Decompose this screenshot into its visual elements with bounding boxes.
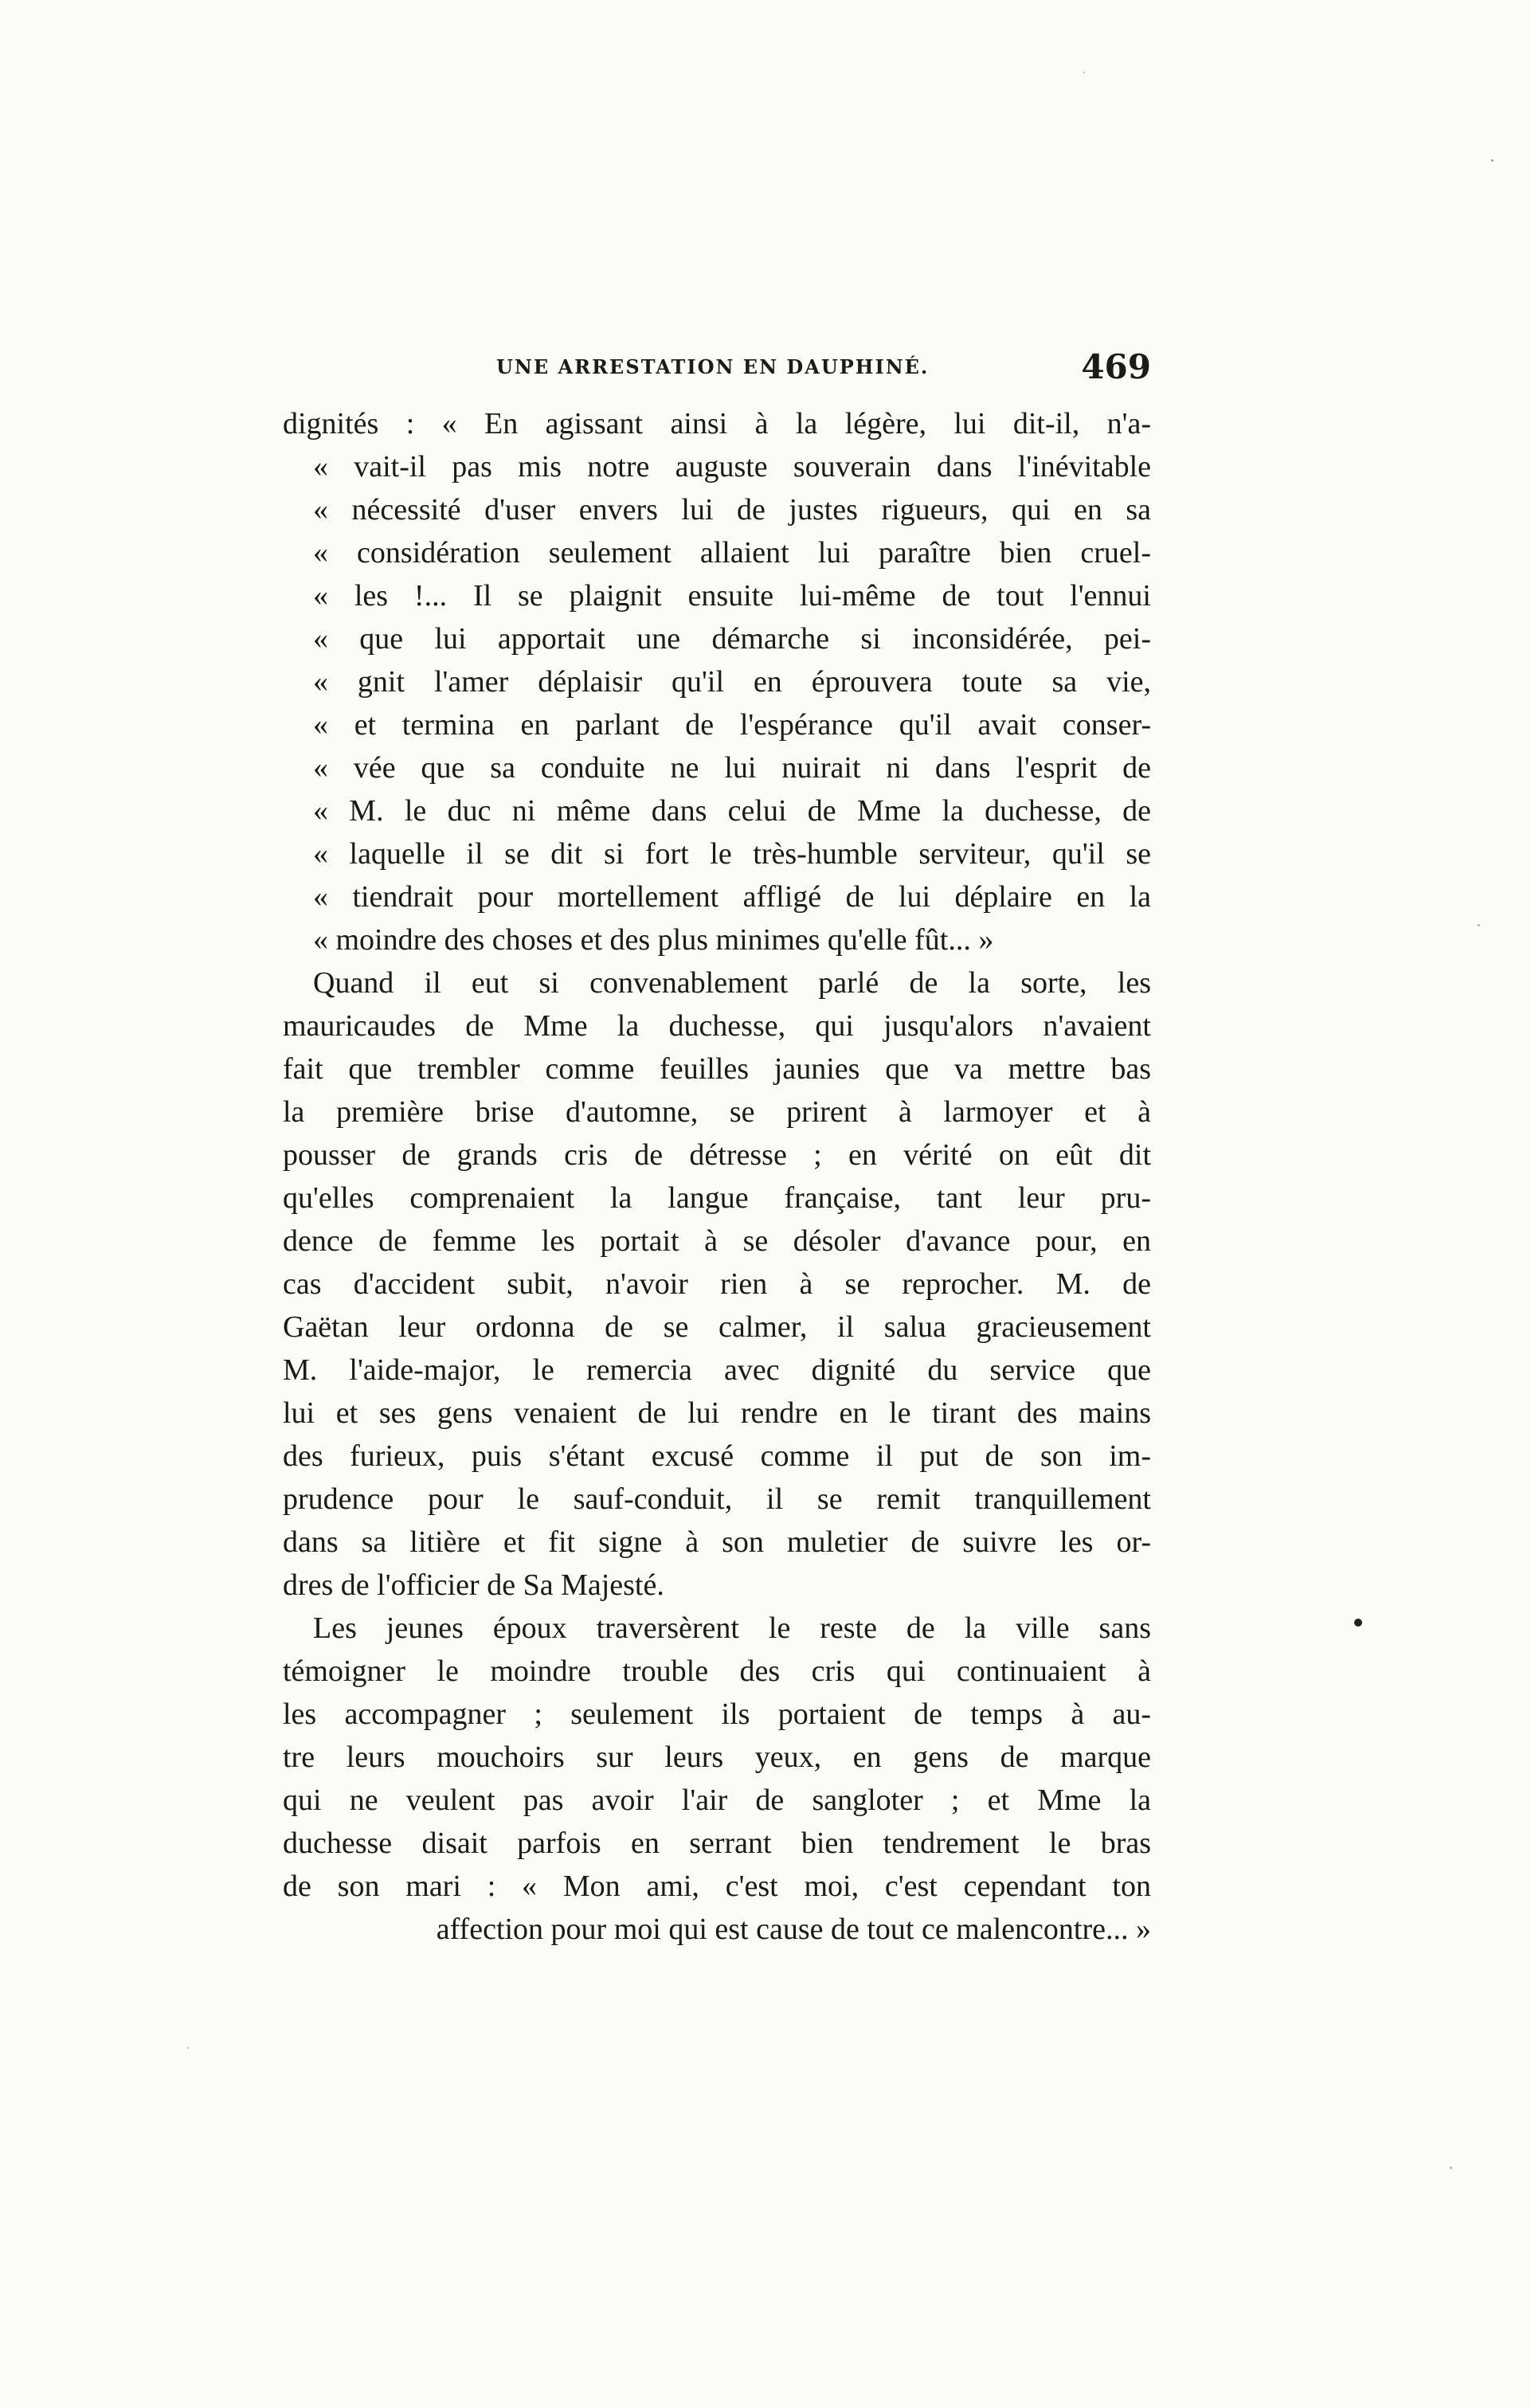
body-text <box>283 402 1151 1987</box>
text-line: « vée que sa conduite ne lui nuirait ni dans l'esprit de <box>313 751 1151 785</box>
paper-speck <box>1083 72 1085 73</box>
text-line: les accompagner ; seulement ils portaient de temps à au- <box>283 1697 1151 1731</box>
text-line: « les !... Il se plaignit ensuite lui-même de tout l'ennui <box>313 579 1151 613</box>
text-line: « tiendrait pour mortellement affligé de lui déplaire en la <box>313 880 1151 914</box>
paragraph-start-line: Quand il eut si convenablement parlé de la sorte, les <box>313 966 1151 1000</box>
text-line: qui ne veulent pas avoir l'air de sangloter ; et Mme la <box>283 1783 1151 1817</box>
text-line: Gaëtan leur ordonna de se calmer, il salua gracieusement <box>283 1310 1151 1344</box>
text-line: M. l'aide-major, le remercia avec dignité du service que <box>283 1353 1151 1387</box>
text-line: la première brise d'automne, se prirent à larmoyer et à <box>283 1095 1151 1129</box>
running-head <box>283 347 1151 398</box>
text-line: « vait-il pas mis notre auguste souverain dans l'inévitable <box>313 450 1151 484</box>
paragraph-start-line: Les jeunes époux traversèrent le reste de la ville sans <box>313 1611 1151 1645</box>
text-line: « moindre des choses et des plus minimes qu'elle fût... » <box>313 923 994 957</box>
text-line: cas d'accident subit, n'avoir rien à se reprocher. M. de <box>283 1267 1151 1301</box>
page-number: 469 <box>1081 347 1151 386</box>
text-line: fait que trembler comme feuilles jaunies que va mettre bas <box>283 1052 1151 1086</box>
paper-speck <box>1478 924 1480 926</box>
text-line: « que lui apportait une démarche si inconsidérée, pei- <box>313 622 1151 656</box>
text-line: témoigner le moindre trouble des cris qui continuaient à <box>283 1654 1151 1688</box>
text-line: « nécessité d'user envers lui de justes rigueurs, qui en sa <box>313 493 1151 527</box>
text-line: dres de l'officier de Sa Majesté. <box>283 1568 664 1602</box>
text-line: de son mari : « Mon ami, c'est moi, c'est cependant ton <box>283 1870 1151 1903</box>
text-line: dignités : « En agissant ainsi à la légère, lui dit-il, n'a- <box>283 407 1151 440</box>
text-line: « considération seulement allaient lui paraître bien cruel- <box>313 536 1151 570</box>
text-line: affection pour moi qui est cause de tout ce malencontre... » <box>436 1913 1151 1946</box>
ink-dot <box>1354 1619 1362 1627</box>
text-line: prudence pour le sauf-conduit, il se remit tranquillement <box>283 1482 1151 1516</box>
text-line: des furieux, puis s'étant excusé comme il put de son im- <box>283 1439 1151 1473</box>
text-line: dence de femme les portait à se désoler d'avance pour, en <box>283 1224 1151 1258</box>
text-line: lui et ses gens venaient de lui rendre en le tirant des mains <box>283 1396 1151 1430</box>
text-line: « gnit l'amer déplaisir qu'il en éprouvera toute sa vie, <box>313 665 1151 699</box>
text-line: « M. le duc ni même dans celui de Mme la duchesse, de <box>313 794 1151 828</box>
paper-speck <box>1450 2167 1452 2169</box>
paper-speck <box>1491 159 1494 162</box>
text-line: pousser de grands cris de détresse ; en vérité on eût dit <box>283 1138 1151 1172</box>
text-line: dans sa litière et fit signe à son muletier de suivre les or- <box>283 1525 1151 1559</box>
text-line: « laquelle il se dit si fort le très-humble serviteur, qu'il se <box>313 837 1151 871</box>
running-title: UNE ARRESTATION EN DAUPHINÉ. <box>496 355 930 378</box>
paper-speck <box>187 2047 189 2049</box>
text-line: mauricaudes de Mme la duchesse, qui jusqu'alors n'avaient <box>283 1009 1151 1043</box>
text-line: duchesse disait parfois en serrant bien tendrement le bras <box>283 1827 1151 1860</box>
text-line: « et termina en parlant de l'espérance qu'il avait conser- <box>313 708 1151 742</box>
text-line: tre leurs mouchoirs sur leurs yeux, en gens de marque <box>283 1740 1151 1774</box>
text-line: qu'elles comprenaient la langue française, tant leur pru- <box>283 1181 1151 1215</box>
